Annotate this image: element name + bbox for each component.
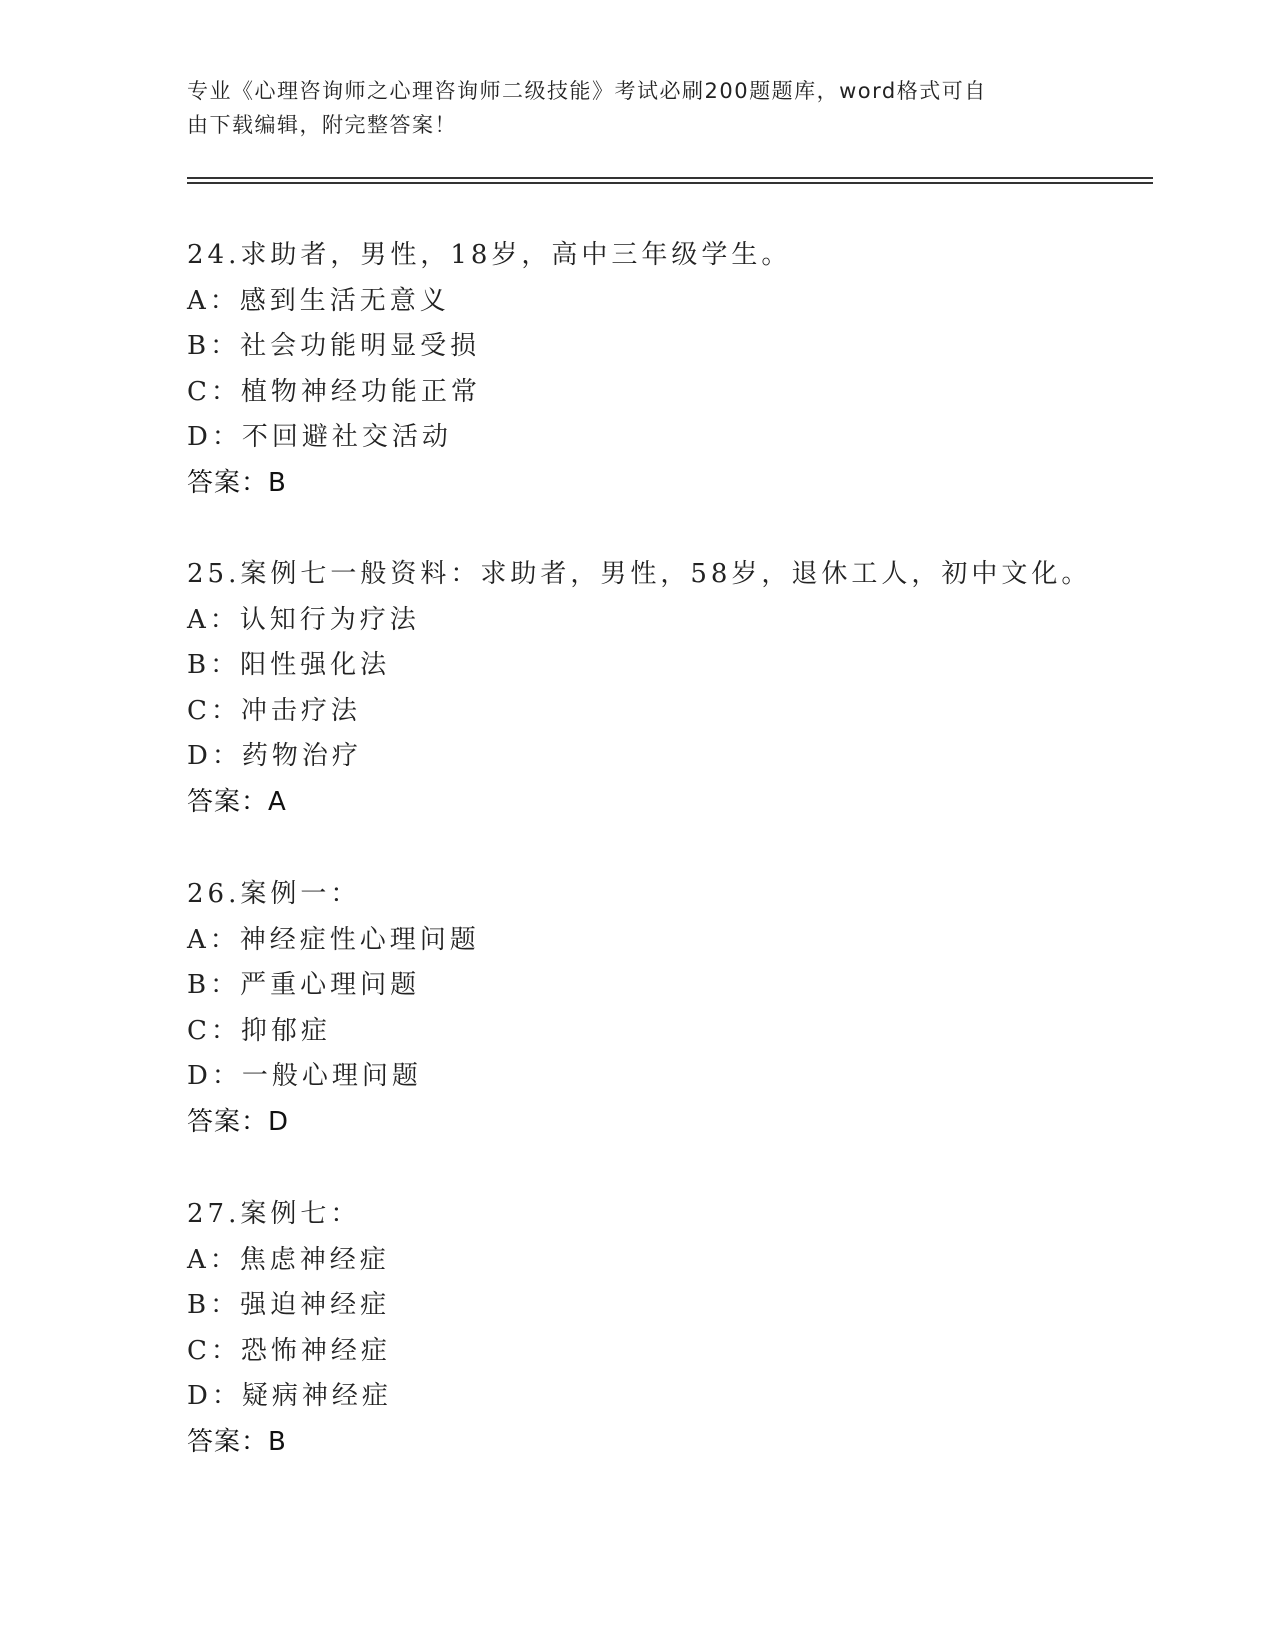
header-divider-top [187, 177, 1153, 179]
answer-line: 答案：B [187, 467, 287, 498]
header-divider-bottom [187, 182, 1153, 184]
header-line-2: 由下载编辑，附完整答案！ [187, 113, 457, 137]
option-c: C：恐怖神经症 [187, 1335, 391, 1366]
document-header [187, 74, 1087, 142]
option-a: A：神经症性心理问题 [187, 924, 480, 955]
question-block [187, 233, 1137, 506]
question-block [187, 1192, 1137, 1465]
option-a: A：认知行为疗法 [187, 604, 420, 635]
option-a: A：焦虑神经症 [187, 1244, 390, 1275]
header-line-1: 专业《心理咨询师之心理咨询师二级技能》考试必刷200题题库，word格式可自 [187, 79, 987, 103]
answer-line: 答案：D [187, 1106, 290, 1137]
option-b: B：阳性强化法 [187, 650, 391, 680]
option-d: D：一般心理问题 [187, 1061, 422, 1091]
option-b: B：社会功能明显受损 [187, 331, 481, 361]
question-block [187, 552, 1137, 825]
question-block [187, 872, 1137, 1145]
question-stem: 27.案例七： [187, 1199, 361, 1229]
option-c: C：植物神经功能正常 [187, 376, 481, 407]
question-stem: 25.案例七一般资料：求助者，男性，58岁，退休工人，初中文化。 [187, 559, 1092, 589]
option-d: D：不回避社交活动 [187, 422, 452, 452]
question-stem: 26.案例一： [187, 879, 361, 909]
option-d: D：疑病神经症 [187, 1381, 392, 1411]
option-b: B：严重心理问题 [187, 970, 421, 1000]
option-c: C：抑郁症 [187, 1015, 331, 1046]
option-b: B：强迫神经症 [187, 1290, 391, 1320]
option-c: C：冲击疗法 [187, 695, 361, 726]
answer-line: 答案：B [187, 1426, 287, 1457]
option-a: A：感到生活无意义 [187, 285, 450, 316]
option-d: D：药物治疗 [187, 741, 362, 771]
answer-line: 答案：A [187, 786, 287, 817]
question-stem: 24.求助者，男性，18岁，高中三年级学生。 [187, 240, 792, 270]
